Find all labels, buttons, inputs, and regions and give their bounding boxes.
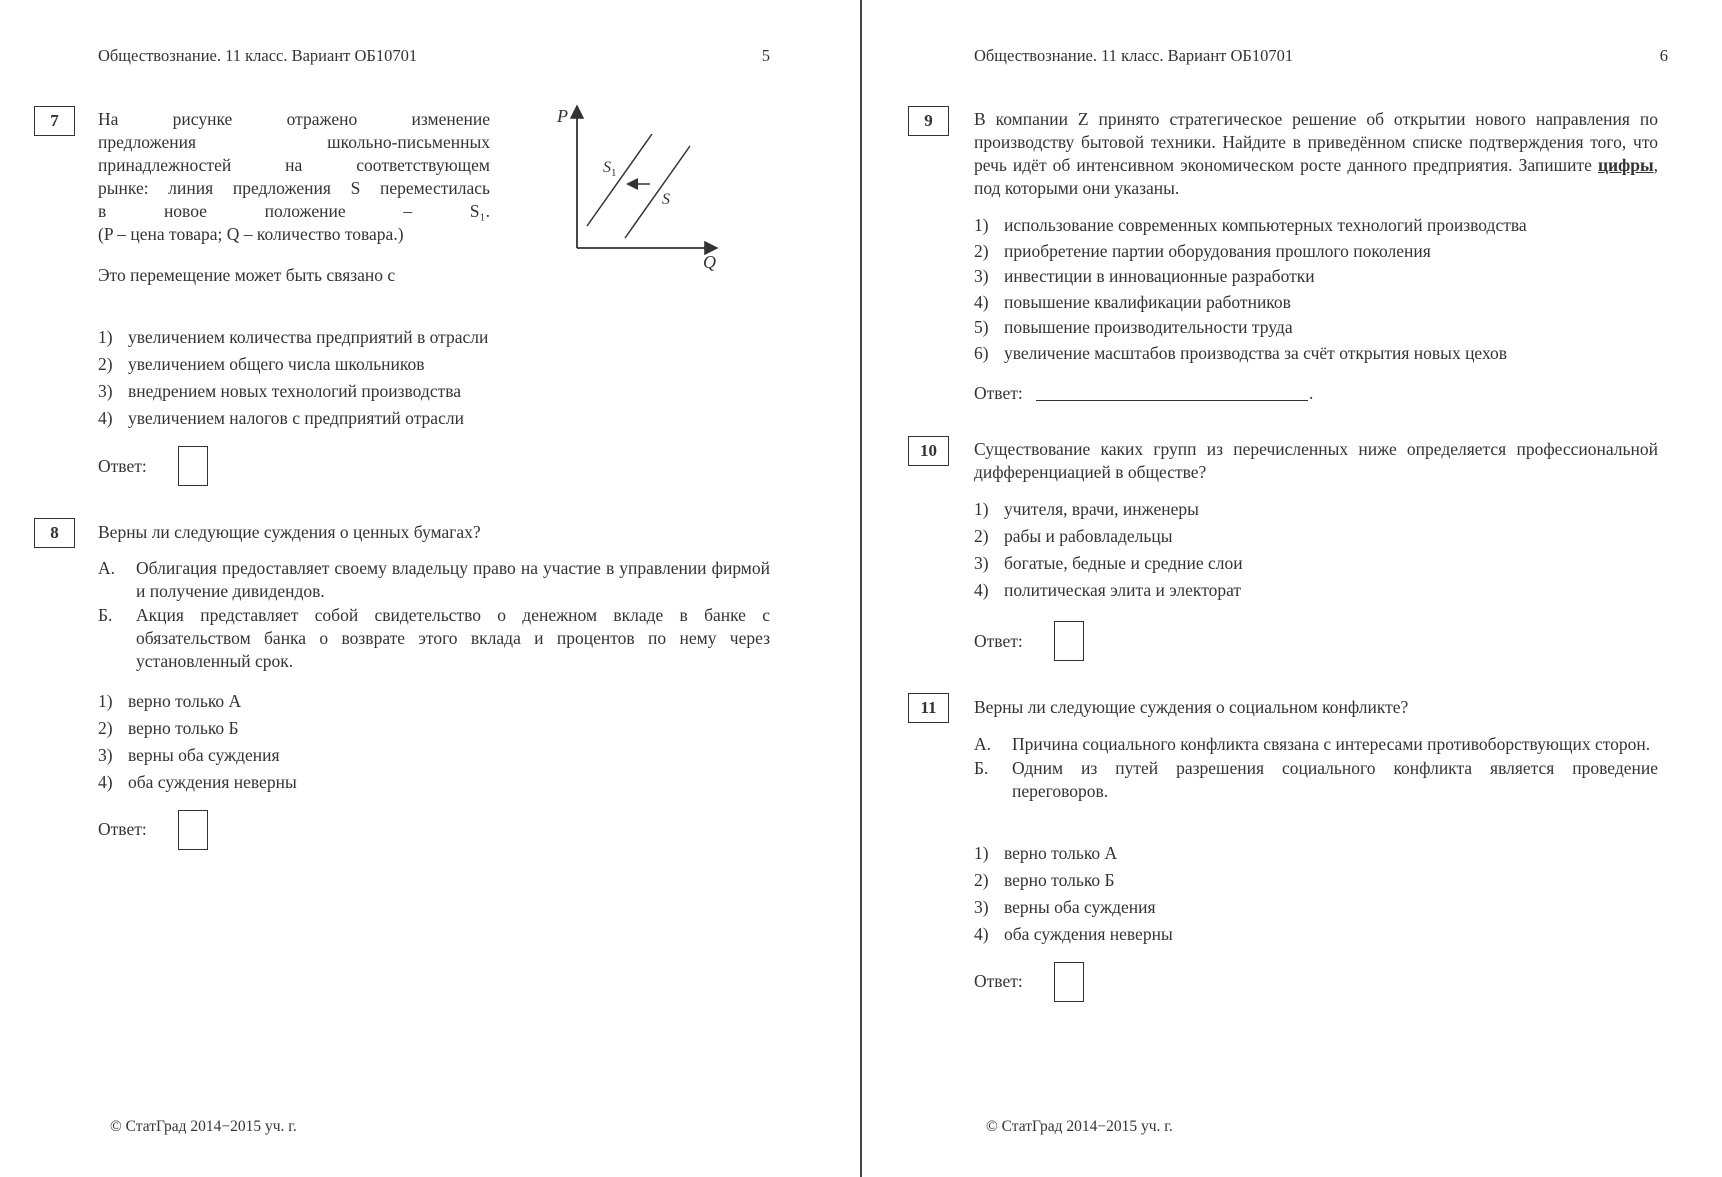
- supply-line-s: [625, 146, 690, 238]
- page-5: [0, 0, 860, 1177]
- option[interactable]: 3) внедрением новых технологий производства: [98, 381, 462, 401]
- option[interactable]: 3) богатые, бедные и средние слои: [974, 553, 1243, 573]
- question-number-11: 11: [908, 693, 949, 723]
- answer-box-10[interactable]: [1054, 621, 1084, 661]
- statement-a: А. Причина социального конфликта связана с интересами противоборствующих сторон.: [974, 734, 1651, 754]
- option[interactable]: 1) верно только А: [974, 843, 1118, 863]
- statement-b: Б. Акция представляет собой свидетельство о денежном вкладе в банке с обязательством банка о возврате этого вклада и процентов по нему через установленный срок.: [98, 605, 770, 671]
- header-title: Обществознание. 11 класс. Вариант ОБ10701: [974, 46, 1294, 65]
- footer: © СтатГрад 2014−2015 уч. г.: [110, 1118, 297, 1135]
- s-label: S: [662, 191, 670, 208]
- option[interactable]: 6) увеличение масштабов производства за счёт открытия новых цехов: [974, 342, 1508, 363]
- question-8-options: [98, 690, 297, 798]
- answer-label: Ответ:: [974, 383, 1023, 403]
- option[interactable]: 3) верны оба суждения: [98, 745, 280, 765]
- question-7-line: в новое положение – S₁.: [98, 201, 490, 221]
- question-7-text: [98, 108, 490, 246]
- option[interactable]: 4) политическая элита и электорат: [974, 580, 1242, 600]
- option[interactable]: 4) повышение квалификации работников: [974, 291, 1291, 312]
- question-number-10: 10: [908, 436, 949, 466]
- page-number: 6: [1659, 46, 1668, 65]
- option[interactable]: 1) увеличением количества предприятий в отрасли: [98, 327, 489, 347]
- question-10-options: [974, 498, 1243, 606]
- answer-end: .: [1309, 383, 1314, 403]
- question-7-line: предложения школьно-письменных: [98, 132, 490, 152]
- question-11-options: [974, 842, 1173, 950]
- option[interactable]: 1) использование современных компьютерных технологий производства: [974, 215, 1527, 235]
- question-7-prompt: Это перемещение может быть связано с: [98, 265, 396, 285]
- option[interactable]: 2) приобретение партии оборудования прошлого поколения: [974, 240, 1431, 261]
- option[interactable]: 2) рабы и рабовладельцы: [974, 526, 1173, 546]
- page-number: 5: [761, 46, 770, 65]
- statement-b: Б. Одним из путей разрешения социального конфликта является проведение переговоров.: [974, 758, 1658, 801]
- question-11-text: Верны ли следующие суждения о социальном конфликте?: [974, 697, 1409, 717]
- question-10-text: Существование каких групп из перечисленных ниже определяется профессиональной дифференциацией в обществе?: [974, 439, 1658, 482]
- option[interactable]: 1) учителя, врачи, инженеры: [974, 499, 1199, 519]
- statement-a: А. Облигация предоставляет своему владельцу право на участие в управлении фирмой и получение дивидендов.: [98, 558, 770, 601]
- emphasis-digits: цифры: [1597, 155, 1654, 175]
- question-7-line: рынке: линия предложения S переместилась: [98, 178, 490, 198]
- option[interactable]: 4) оба суждения неверны: [98, 772, 297, 792]
- supply-line-s1: [587, 134, 652, 226]
- supply-shift-graph: [545, 100, 725, 275]
- answer-box-11[interactable]: [1054, 962, 1084, 1002]
- answer-box-8[interactable]: [178, 810, 208, 850]
- answer-line-9[interactable]: [1036, 381, 1308, 401]
- answer-label: Ответ:: [974, 971, 1023, 991]
- question-8-statements: [98, 557, 770, 673]
- answer-label: Ответ:: [98, 819, 147, 839]
- question-number-8: 8: [34, 518, 75, 548]
- page-6: [862, 0, 1722, 1177]
- question-9-text: В компании Z принято стратегическое решение об открытии нового направления по производству бытовой техники. Найдите в приведённом списке подтверждения того, что речь идёт об интенсивном экономическом росте данного предприятия. Запишите цифры, под которыми они указаны.: [974, 109, 1658, 198]
- question-7-line: На рисунке отражено изменение: [98, 109, 490, 129]
- x-axis-label: Q: [703, 252, 716, 272]
- question-8-text: Верны ли следующие суждения о ценных бумагах?: [98, 522, 481, 542]
- question-11-statements: [974, 733, 1658, 803]
- option[interactable]: 2) верно только Б: [98, 718, 239, 738]
- question-7-options: [98, 326, 488, 434]
- question-9-options: [974, 214, 1527, 367]
- answer-label: Ответ:: [974, 631, 1023, 651]
- y-axis-label: P: [557, 106, 568, 126]
- option[interactable]: 4) увеличением налогов с предприятий отрасли: [98, 408, 464, 428]
- answer-label: Ответ:: [98, 456, 147, 476]
- option[interactable]: 2) верно только Б: [974, 870, 1115, 890]
- footer: © СтатГрад 2014−2015 уч. г.: [986, 1118, 1173, 1135]
- answer-box-7[interactable]: [178, 446, 208, 486]
- question-7-line: принадлежностей на соответствующем: [98, 155, 490, 175]
- option[interactable]: 2) увеличением общего числа школьников: [98, 354, 425, 374]
- option[interactable]: 3) верны оба суждения: [974, 897, 1156, 917]
- question-7-line: (P – цена товара; Q – количество товара.): [98, 224, 404, 244]
- option[interactable]: 3) инвестиции в инновационные разработки: [974, 266, 1315, 286]
- question-number-9: 9: [908, 106, 949, 136]
- option[interactable]: 4) оба суждения неверны: [974, 924, 1173, 944]
- header-title: Обществознание. 11 класс. Вариант ОБ10701: [98, 46, 418, 65]
- s1-label: $S_1$: [603, 159, 617, 179]
- option[interactable]: 5) повышение производительности труда: [974, 317, 1293, 337]
- option[interactable]: 1) верно только А: [98, 691, 242, 711]
- question-number-7: 7: [34, 106, 75, 136]
